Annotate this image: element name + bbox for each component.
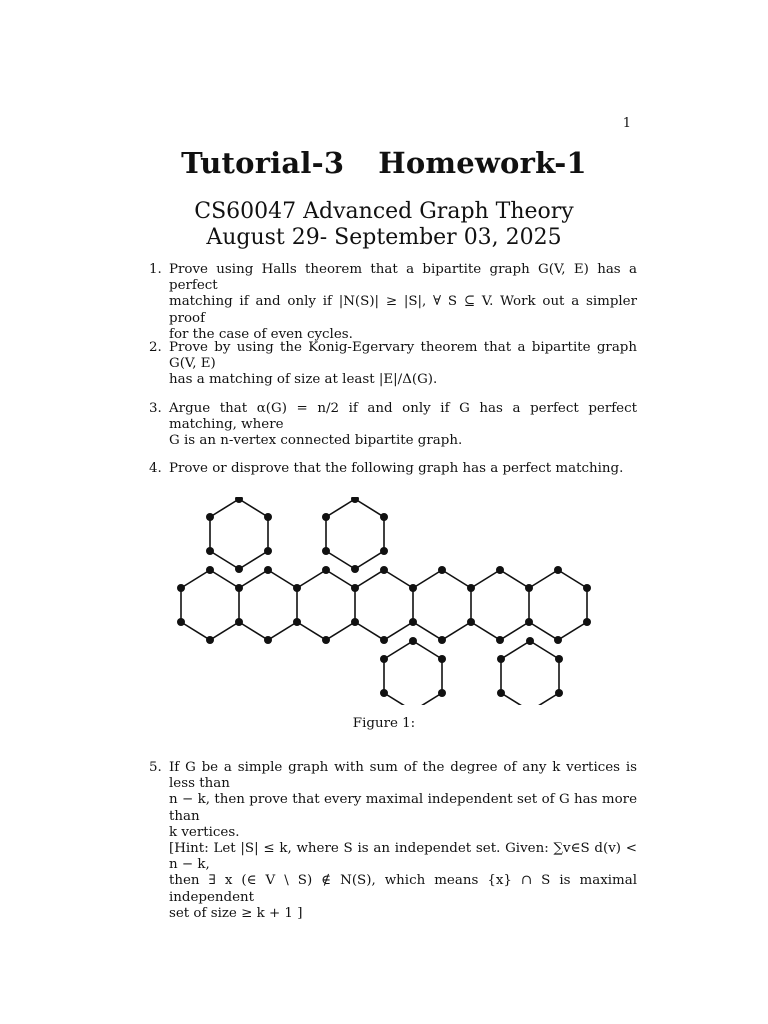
graph-vertex bbox=[264, 547, 272, 555]
problem-line: matching if and only if |N(S)| ≥ |S|, ∀ S ⊆ V. Work out a simpler proof bbox=[169, 294, 637, 326]
graph-edge bbox=[355, 499, 384, 517]
title-homework: Homework-1 bbox=[378, 146, 587, 180]
graph-vertex bbox=[497, 689, 505, 697]
graph-edge bbox=[239, 622, 268, 640]
graph-edge bbox=[529, 570, 558, 588]
graph-vertex bbox=[293, 618, 301, 626]
graph-vertex bbox=[525, 584, 533, 592]
graph-edge bbox=[500, 570, 529, 588]
problem-number: 4. bbox=[149, 461, 162, 476]
graph-edge bbox=[413, 622, 442, 640]
graph-vertex bbox=[206, 547, 214, 555]
problem-line: n − k, then prove that every maximal independent set of G has more than bbox=[169, 792, 637, 824]
graph-edge bbox=[181, 570, 210, 588]
page-number: 1 bbox=[622, 116, 631, 131]
graph-vertex bbox=[467, 618, 475, 626]
graph-vertex bbox=[380, 636, 388, 644]
graph-edge bbox=[355, 551, 384, 569]
graph-edge bbox=[501, 641, 530, 659]
graph-vertex bbox=[467, 584, 475, 592]
graph-vertex bbox=[235, 565, 243, 573]
graph-edge bbox=[413, 570, 442, 588]
graph-vertex bbox=[438, 689, 446, 697]
graph-edge bbox=[529, 622, 558, 640]
problem-line: set of size ≥ k + 1 ] bbox=[169, 905, 303, 921]
graph-vertex bbox=[380, 566, 388, 574]
graph-vertex bbox=[496, 566, 504, 574]
graph-vertex bbox=[264, 566, 272, 574]
graph-vertex bbox=[235, 584, 243, 592]
graph-vertex bbox=[264, 513, 272, 521]
graph-vertex bbox=[322, 566, 330, 574]
graph-vertex bbox=[583, 584, 591, 592]
graph-vertex bbox=[351, 584, 359, 592]
graph-edge bbox=[530, 641, 559, 659]
graph-edge bbox=[355, 622, 384, 640]
graph-edge bbox=[413, 693, 442, 705]
problem-2 bbox=[149, 340, 637, 389]
problem-4 bbox=[149, 461, 637, 477]
graph-vertex bbox=[409, 618, 417, 626]
problem-line: [Hint: Let |S| ≤ k, where S is an independet set. Given: ∑v∈S d(v) < n − k, bbox=[169, 841, 637, 873]
graph-edge bbox=[471, 570, 500, 588]
graph-edge bbox=[210, 551, 239, 569]
graph-vertex bbox=[380, 689, 388, 697]
graph-edge bbox=[326, 499, 355, 517]
graph-edge bbox=[384, 693, 413, 705]
graph-vertex bbox=[438, 566, 446, 574]
graph-edge bbox=[268, 622, 297, 640]
graph-vertex bbox=[409, 637, 417, 645]
graph-vertex bbox=[206, 636, 214, 644]
graph-vertex bbox=[351, 618, 359, 626]
graph-edge bbox=[355, 570, 384, 588]
graph-vertex bbox=[264, 636, 272, 644]
graph-vertex bbox=[235, 497, 243, 503]
graph-vertex bbox=[526, 637, 534, 645]
hexagon-graph bbox=[168, 497, 602, 705]
graph-vertex bbox=[177, 584, 185, 592]
problem-1 bbox=[149, 262, 637, 343]
problem-line: Argue that α(G) = n/2 if and only if G has a perfect perfect matching, where bbox=[169, 401, 637, 433]
graph-edge bbox=[501, 693, 530, 705]
figure-caption: Figure 1: bbox=[352, 716, 416, 731]
graph-edge bbox=[297, 570, 326, 588]
graph-edge bbox=[326, 622, 355, 640]
graph-vertex bbox=[322, 513, 330, 521]
graph-vertex bbox=[555, 655, 563, 663]
problem-number: 1. bbox=[149, 262, 162, 277]
graph-edge bbox=[413, 641, 442, 659]
graph-vertex bbox=[583, 618, 591, 626]
graph-vertex bbox=[497, 655, 505, 663]
graph-edge bbox=[210, 570, 239, 588]
graph-edge bbox=[500, 622, 529, 640]
graph-edge bbox=[268, 570, 297, 588]
graph-vertex bbox=[351, 565, 359, 573]
graph-vertex bbox=[322, 636, 330, 644]
graph-edge bbox=[181, 622, 210, 640]
graph-edge bbox=[239, 499, 268, 517]
graph-edge bbox=[558, 570, 587, 588]
graph-edge bbox=[442, 622, 471, 640]
graph-edge bbox=[384, 570, 413, 588]
graph-vertex bbox=[380, 655, 388, 663]
problem-line: k vertices. bbox=[169, 824, 240, 840]
graph-edge bbox=[558, 622, 587, 640]
problem-line: has a matching of size at least |E|/Δ(G). bbox=[169, 372, 438, 388]
graph-vertex bbox=[177, 618, 185, 626]
graph-edge bbox=[442, 570, 471, 588]
graph-edge bbox=[326, 551, 355, 569]
graph-edge bbox=[471, 622, 500, 640]
problem-line: Prove using Halls theorem that a bipartite graph G(V, E) has a perfect bbox=[169, 262, 637, 294]
graph-edge bbox=[239, 551, 268, 569]
graph-vertex bbox=[409, 584, 417, 592]
problem-number: 2. bbox=[149, 340, 162, 355]
graph-vertex bbox=[206, 566, 214, 574]
problem-3 bbox=[149, 401, 637, 450]
course-name: CS60047 Advanced Graph Theory bbox=[194, 199, 574, 224]
graph-vertex bbox=[351, 497, 359, 503]
graph-vertex bbox=[293, 584, 301, 592]
graph-vertex bbox=[438, 655, 446, 663]
problem-line: Prove or disprove that the following graph has a perfect matching. bbox=[169, 461, 624, 476]
graph-edge bbox=[239, 570, 268, 588]
graph-edge bbox=[384, 641, 413, 659]
problem-line: Prove by using the Konig-Egervary theorem that a bipartite graph G(V, E) bbox=[169, 340, 637, 372]
graph-vertex bbox=[206, 513, 214, 521]
problem-number: 3. bbox=[149, 401, 162, 416]
graph-vertex bbox=[554, 566, 562, 574]
hexagon-graph-figure bbox=[168, 497, 602, 705]
problem-line: If G be a simple graph with sum of the degree of any k vertices is less than bbox=[169, 760, 637, 792]
problem-line: G is an n-vertex connected bipartite graph. bbox=[169, 433, 463, 449]
graph-vertex bbox=[554, 636, 562, 644]
graph-edge bbox=[530, 693, 559, 705]
graph-vertex bbox=[555, 689, 563, 697]
graph-edge bbox=[210, 622, 239, 640]
problem-number: 5. bbox=[149, 760, 162, 775]
graph-vertex bbox=[438, 636, 446, 644]
graph-vertex bbox=[525, 618, 533, 626]
title-tutorial: Tutorial-3 bbox=[181, 146, 345, 180]
course-dates: August 29- September 03, 2025 bbox=[206, 225, 562, 250]
problem-5 bbox=[149, 760, 637, 922]
graph-vertex bbox=[380, 547, 388, 555]
graph-edge bbox=[210, 499, 239, 517]
graph-vertex bbox=[496, 636, 504, 644]
graph-edge bbox=[384, 622, 413, 640]
page-title bbox=[0, 146, 768, 180]
graph-vertex bbox=[322, 547, 330, 555]
graph-vertex bbox=[380, 513, 388, 521]
problem-line: then ∃ x (∈ V \ S) ∉ N(S), which means {x} ∩ S is maximal independent bbox=[169, 873, 637, 905]
graph-edge bbox=[297, 622, 326, 640]
graph-edge bbox=[326, 570, 355, 588]
graph-vertex bbox=[235, 618, 243, 626]
problem-line: for the case of even cycles. bbox=[169, 326, 353, 342]
